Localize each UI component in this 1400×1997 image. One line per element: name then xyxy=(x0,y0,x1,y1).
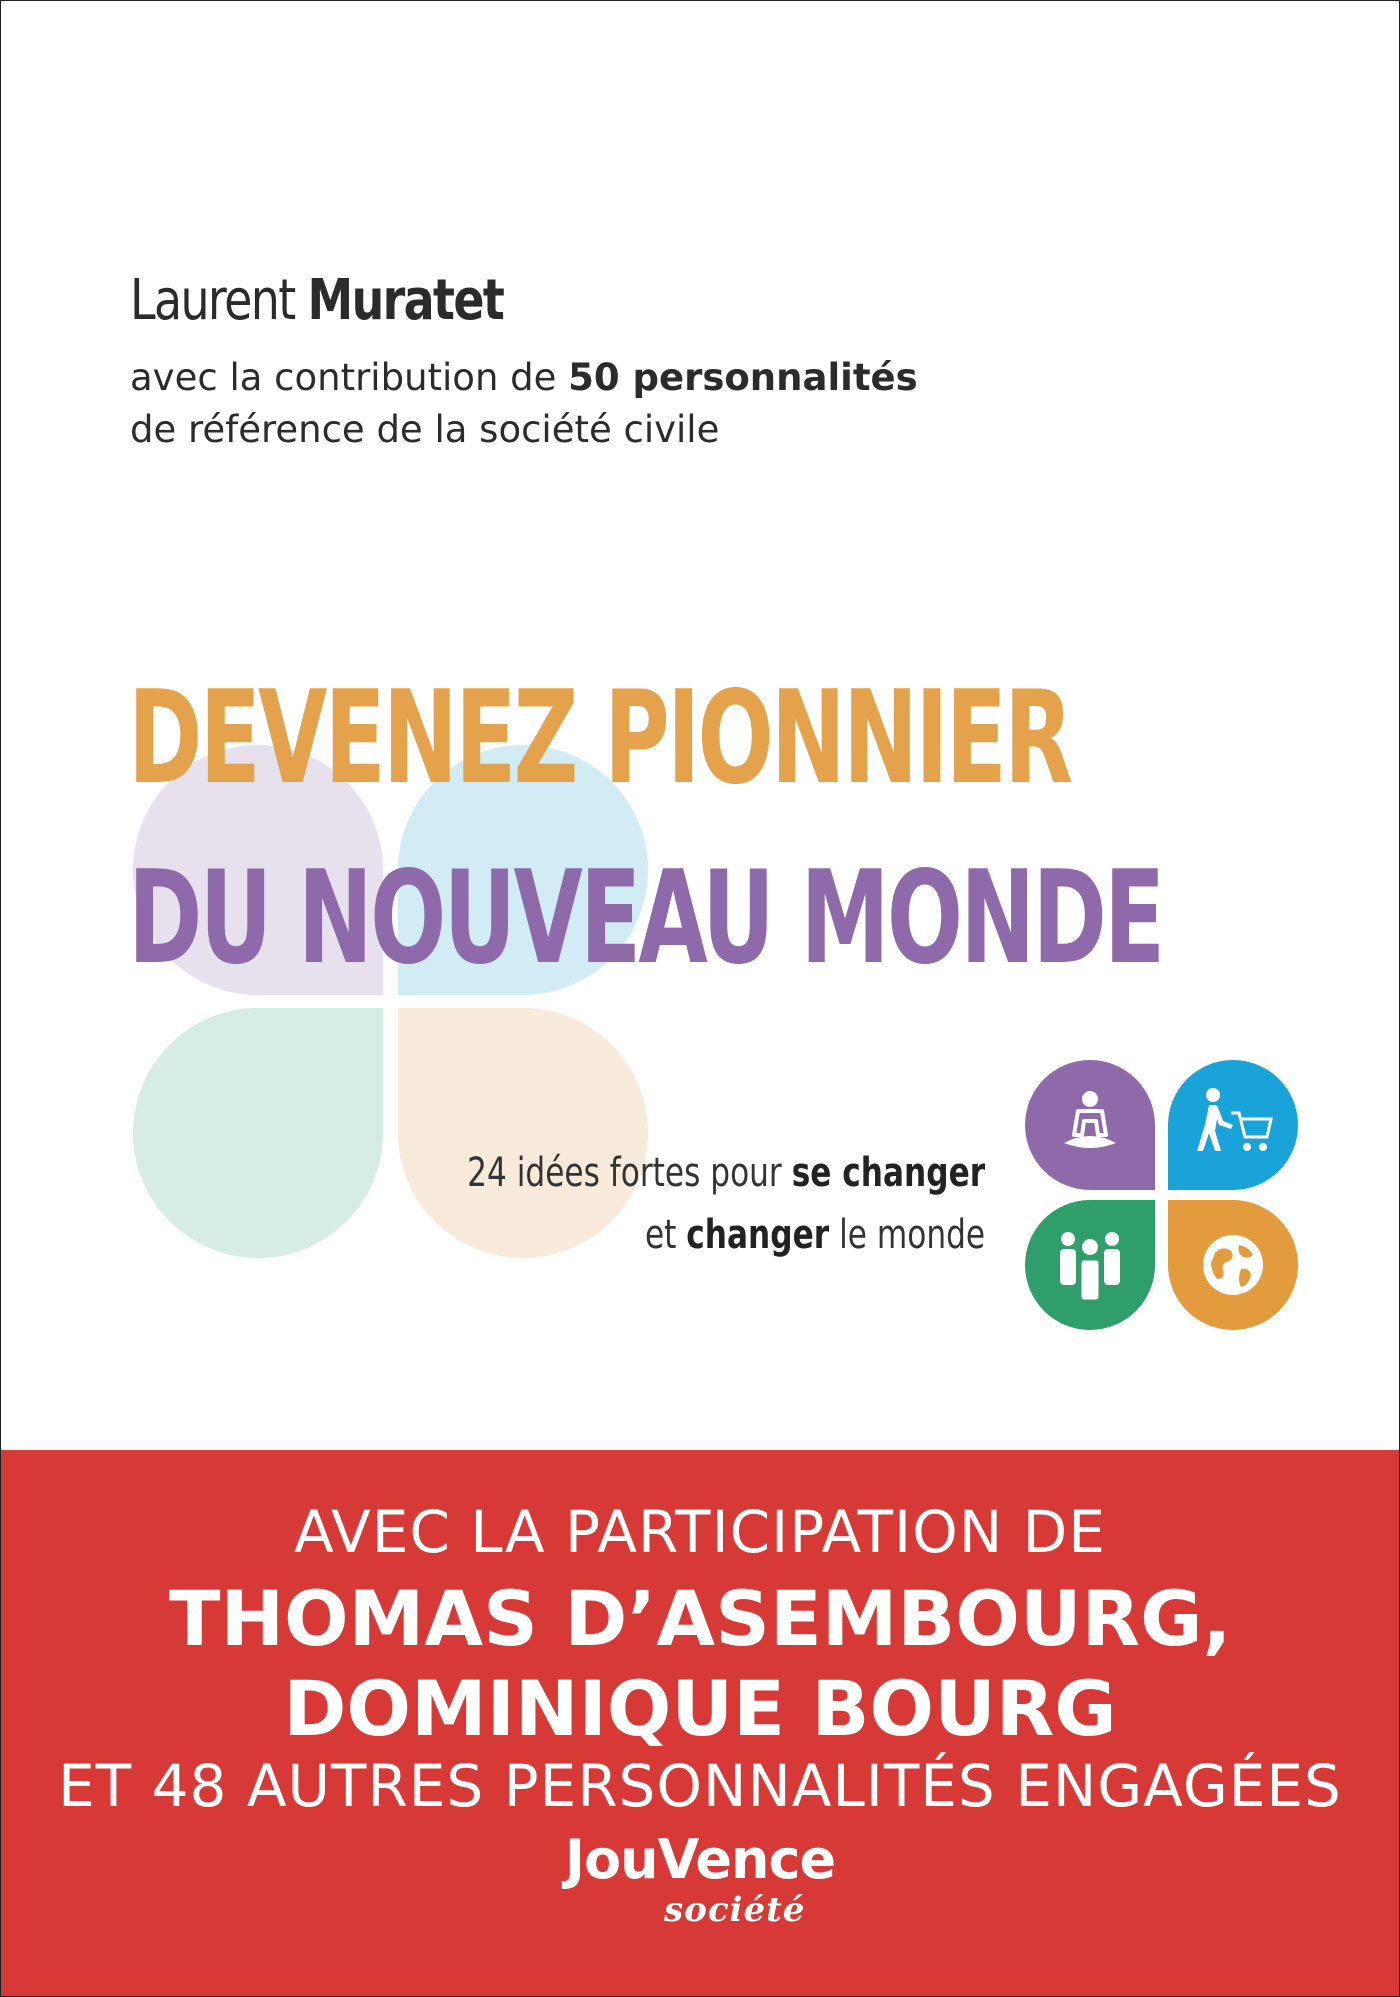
contribution-text xyxy=(130,352,918,456)
contribution-count: 50 personnalités xyxy=(568,356,918,399)
decorative-petal-green xyxy=(133,1008,383,1258)
tagline-bold: se changer xyxy=(791,1150,985,1196)
author-name xyxy=(130,268,503,333)
group-people-icon xyxy=(1025,1200,1155,1330)
banner-line-3: DOMINIQUE BOURG xyxy=(283,1664,1117,1753)
author-first-name: Laurent xyxy=(130,268,295,333)
contribution-line-1 xyxy=(130,352,918,404)
shopping-cart-icon xyxy=(1168,1060,1298,1190)
banner-line-4: ET 48 AUTRES PERSONNALITÉS ENGAGÉES xyxy=(58,1752,1342,1820)
meditation-icon xyxy=(1025,1060,1155,1190)
book-title-line-2: DU NOUVEAU MONDE xyxy=(128,844,1163,993)
contribution-line-2: de référence de la société civile xyxy=(130,408,720,451)
publisher-logo: JouVence xyxy=(564,1828,836,1891)
globe-icon xyxy=(1168,1200,1298,1330)
contribution-prefix: avec la contribution de xyxy=(130,356,569,399)
book-title-line-1: DEVENEZ PIONNIER xyxy=(128,664,1071,813)
tagline-text: et xyxy=(644,1212,687,1258)
tagline-text: le monde xyxy=(829,1212,985,1258)
author-last-name: Muratet xyxy=(307,268,504,333)
decorative-petal-orange xyxy=(398,1008,648,1258)
tagline-line-2 xyxy=(645,1212,985,1258)
tagline-line-1 xyxy=(467,1150,985,1196)
banner-line-1: AVEC LA PARTICIPATION DE xyxy=(294,1498,1106,1566)
banner-line-2: THOMAS D’ASEMBOURG, xyxy=(168,1574,1232,1663)
tagline-bold: changer xyxy=(686,1212,830,1258)
tagline-text: 24 idées fortes pour xyxy=(466,1150,792,1196)
publisher-imprint: société xyxy=(664,1890,806,1930)
